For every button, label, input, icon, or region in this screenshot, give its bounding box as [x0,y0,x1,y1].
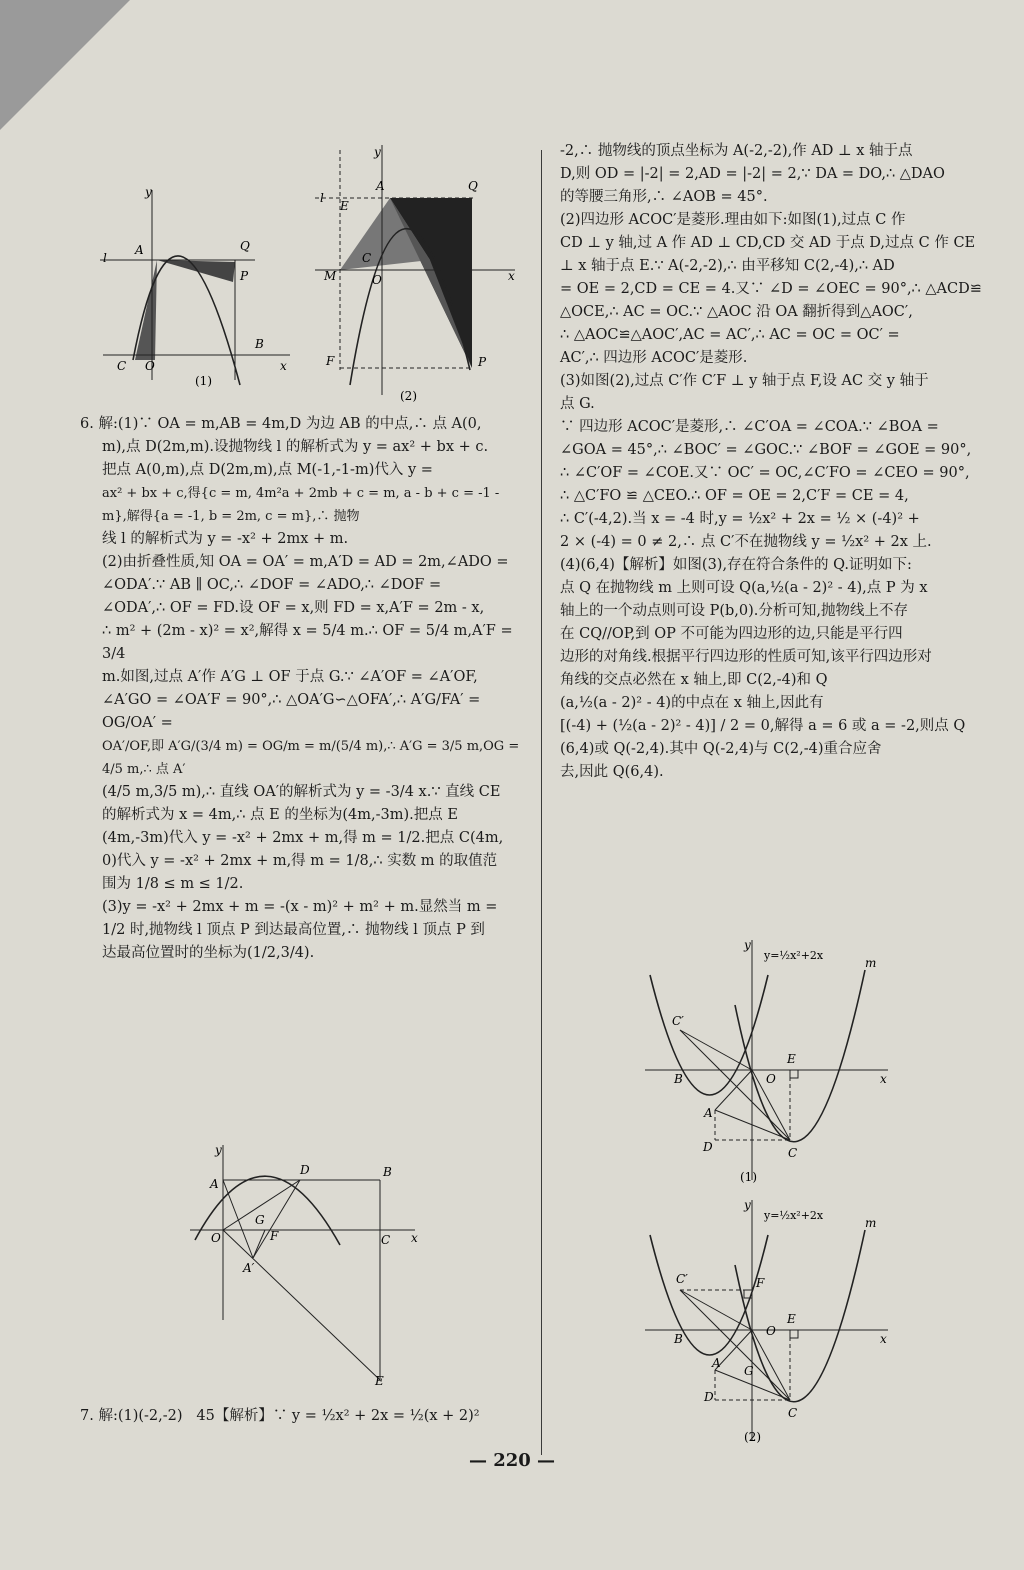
text-line: AC′,∴ 四边形 ACOC′是菱形. [560,350,748,366]
text-line: OA′/OF,即 A′G/(3/4 m) = OG/m = m/(5/4 m),∴ A′G = 3/5 m,OG = 4/5 m,∴ 点 A′ [102,739,524,777]
text-line: 轴上的一个动点则可设 P(b,0).分析可知,抛物线上不存 [560,603,909,619]
text-line: CD ⊥ y 轴,过 A 作 AD ⊥ CD,CD 交 AD 于点 D,过点 C 作 CE [560,235,976,251]
text-line: 边形的对角线.根据平行四边形的性质可知,该平行四边形对 [560,649,932,665]
text-line: (4/5 m,3/5 m),∴ 直线 OA′的解析式为 y = -3/4 x.∵ 直线 CE [102,784,501,800]
svg-text:O: O [145,359,155,373]
svg-text:F: F [326,354,335,368]
page-number: — 220 — [468,1450,556,1471]
text-line: ⊥ x 轴于点 E.∵ A(-2,-2),∴ 由平移知 C(2,-4),∴ AD [560,258,895,274]
svg-text:G: G [255,1213,265,1227]
text-line: ∠ODA′.∵ AB ∥ OC,∴ ∠DOF = ∠ADO,∴ ∠DOF = [102,577,442,593]
page-corner-fold [0,0,130,130]
svg-text:A: A [376,179,385,193]
svg-text:O: O [766,1324,776,1338]
text-line: 线 l 的解析式为 y = -x² + 2mx + m. [102,531,349,547]
text-line: [(-4) + (½(a - 2)² - 4)] / 2 = 0,解得 a = 6 或 a = -2,则点 Q [560,718,966,734]
svg-text:C: C [381,1233,391,1247]
figure-caption: (1) [740,1170,757,1184]
svg-text:P: P [240,269,249,283]
svg-text:C: C [117,359,127,373]
left-column [80,413,525,965]
parabola-label: y=½x²+2x [764,949,824,962]
text-line: 角线的交点必然在 x 轴上,即 C(2,-4)和 Q [560,672,828,688]
svg-text:x: x [880,1072,887,1086]
svg-text:Q: Q [468,179,478,193]
svg-text:B: B [255,337,264,351]
svg-text:F: F [270,1229,279,1243]
text-line: 点 Q 在抛物线 m 上则可设 Q(a,½(a - 2)² - 4),点 P 为 x [560,580,928,596]
text-line: 去,因此 Q(6,4). [560,764,664,780]
svg-text:A: A [704,1106,713,1120]
parabola-label: y=½x²+2x [764,1209,824,1222]
svg-text:x: x [411,1231,418,1245]
svg-text:E: E [340,199,349,213]
svg-text:B: B [383,1165,392,1179]
text-line: 0)代入 y = -x² + 2mx + m,得 m = 1/8,∴ 实数 m 的取值范 [102,853,498,869]
text-line: 达最高位置时的坐标为(1/2,3/4). [102,945,315,961]
svg-text:G: G [744,1364,754,1378]
text-line: (3)如图(2),过点 C′作 C′F ⊥ y 轴于点 F,设 AC 交 y 轴于 [560,373,929,389]
figure-caption: (2) [744,1430,761,1444]
text-line: ∠ODA′,∴ OF = FD.设 OF = x,则 FD = x,A′F = 2m - x, [102,600,485,616]
text-line: ∴ ∠C′OF = ∠COE.又∵ OC′ = OC,∠C′FO = ∠CEO = 90°, [560,465,970,481]
text-line: 在 CQ//OP,到 OP 不可能为四边形的边,只能是平行四 [560,626,903,642]
svg-text:y: y [215,1143,222,1157]
svg-text:x: x [880,1332,887,1346]
svg-text:B: B [674,1072,683,1086]
svg-text:C′: C′ [672,1014,684,1028]
text-line: -2,∴ 抛物线的顶点坐标为 A(-2,-2),作 AD ⊥ x 轴于点 [560,143,913,159]
left-column-bottom [80,1405,525,1428]
svg-text:D: D [703,1140,713,1154]
svg-text:y: y [744,1198,751,1212]
text-line: ∴ C′(-4,2).当 x = -4 时,y = ½x² + 2x = ½ × (-4)² + [560,511,920,527]
figure-top-1 [95,180,295,390]
svg-text:A: A [210,1177,219,1191]
text-line: (2)由折叠性质,知 OA = OA′ = m,A′D = AD = 2m,∠ADO = [102,554,509,570]
svg-text:C′: C′ [676,1272,688,1286]
right-column [560,140,995,784]
figure-fold [185,1140,425,1390]
text-line: 7. 解:(1)(-2,-2) 45【解析】∵ y = ½x² + 2x = ½(x + 2)² [80,1408,480,1424]
svg-text:m: m [865,956,877,970]
text-line: 的解析式为 x = 4m,∴ 点 E 的坐标为(4m,-3m).把点 E [102,807,458,823]
text-line: (3)y = -x² + 2mx + m = -(x - m)² + m² + m.显然当 m = [102,899,498,915]
text-line: (4m,-3m)代入 y = -x² + 2mx + m,得 m = 1/2.把点 C(4m, [102,830,504,846]
svg-text:A: A [712,1356,721,1370]
svg-text:l: l [320,191,324,205]
text-line: 6. 解:(1)∵ OA = m,AB = 4m,D 为边 AB 的中点,∴ 点 A(0, [80,416,482,432]
svg-text:D: D [300,1163,310,1177]
text-line: 的等腰三角形,∴ ∠AOB = 45°. [560,189,768,205]
text-line: ∠GOA = 45°,∴ ∠BOC′ = ∠GOC.∵ ∠BOF = ∠GOE = 90°, [560,442,972,458]
svg-text:D: D [704,1390,714,1404]
figure-right-1 [640,935,900,1190]
column-divider [541,150,542,1455]
svg-text:m: m [865,1216,877,1230]
text-line: 围为 1/8 ≤ m ≤ 1/2. [102,876,244,892]
figure-caption: (1) [195,374,212,388]
text-line: 2 × (-4) = 0 ≠ 2,∴ 点 C′不在抛物线 y = ½x² + 2x 上. [560,534,932,550]
text-line: ∵ 四边形 ACOC′是菱形,∴ ∠C′OA = ∠COA.∵ ∠BOA = [560,419,939,435]
svg-text:y: y [744,938,751,952]
svg-text:E: E [375,1374,384,1388]
text-line: △OCE,∴ AC = OC.∵ △AOC 沿 OA 翻折得到△AOC′, [560,304,913,320]
svg-text:C: C [788,1406,798,1420]
svg-text:l: l [103,251,107,265]
svg-text:y: y [145,185,152,199]
text-line: ∴ △AOC≌△AOC′,AC = AC′,∴ AC = OC = OC′ = [560,327,900,343]
svg-text:F: F [756,1276,765,1290]
svg-text:Q: Q [240,239,250,253]
svg-text:A: A [135,243,144,257]
svg-text:O: O [372,273,382,287]
text-line: ∠A′GO = ∠OA′F = 90°,∴ △OA′G∽△OFA′,∴ A′G/FA′ = OG/OA′ = [102,692,485,731]
svg-text:M: M [324,269,337,283]
text-line: m.如图,过点 A′作 A′G ⊥ OF 于点 G.∵ ∠A′OF = ∠A′OF, [102,669,478,685]
svg-text:A′: A′ [243,1261,255,1275]
svg-text:P: P [478,355,487,369]
text-line: 1/2 时,抛物线 l 顶点 P 到达最高位置,∴ 抛物线 l 顶点 P 到 [102,922,485,938]
text-line: (a,½(a - 2)² - 4)的中点在 x 轴上,因此有 [560,695,824,711]
text-line: 把点 A(0,m),点 D(2m,m),点 M(-1,-1-m)代入 y = [102,462,433,478]
figure-caption: (2) [400,389,417,403]
svg-text:E: E [787,1312,796,1326]
svg-text:C: C [788,1146,798,1160]
text-line: ∴ m² + (2m - x)² = x²,解得 x = 5/4 m.∴ OF = 5/4 m,A′F = 3/4 [102,623,518,662]
text-line: m),点 D(2m,m).设抛物线 l 的解析式为 y = ax² + bx + c. [102,439,489,455]
text-line: (4)(6,4)【解析】如图(3),存在符合条件的 Q.证明如下: [560,557,912,573]
svg-text:O: O [766,1072,776,1086]
text-line: ∴ △C′FO ≌ △CEO.∴ OF = OE = 2,C′F = CE = 4, [560,488,909,504]
svg-text:B: B [674,1332,683,1346]
text-line: (6,4)或 Q(-2,4).其中 Q(-2,4)与 C(2,-4)重合应舍 [560,741,882,757]
svg-text:C: C [362,251,372,265]
svg-text:y: y [374,145,381,159]
text-line: = OE = 2,CD = CE = 4.又∵ ∠D = ∠OEC = 90°,∴ △ACD≌ [560,281,982,297]
svg-text:O: O [211,1231,221,1245]
text-line: ax² + bx + c,得{c = m, 4m²a + 2mb + c = m, a - b + c = -1 - m},解得{a = -1, b = 2m, c = m},∴ 抛物 [102,486,504,524]
svg-text:E: E [787,1052,796,1066]
text-line: 点 G. [560,396,595,412]
text-line: D,则 OD = |-2| = 2,AD = |-2| = 2,∵ DA = DO,∴ △DAO [560,166,945,182]
figure-top-2 [310,140,530,405]
svg-text:x: x [508,269,515,283]
figure-right-2 [640,1195,900,1450]
text-line: (2)四边形 ACOC′是菱形.理由如下:如图(1),过点 C 作 [560,212,906,228]
svg-text:x: x [280,359,287,373]
